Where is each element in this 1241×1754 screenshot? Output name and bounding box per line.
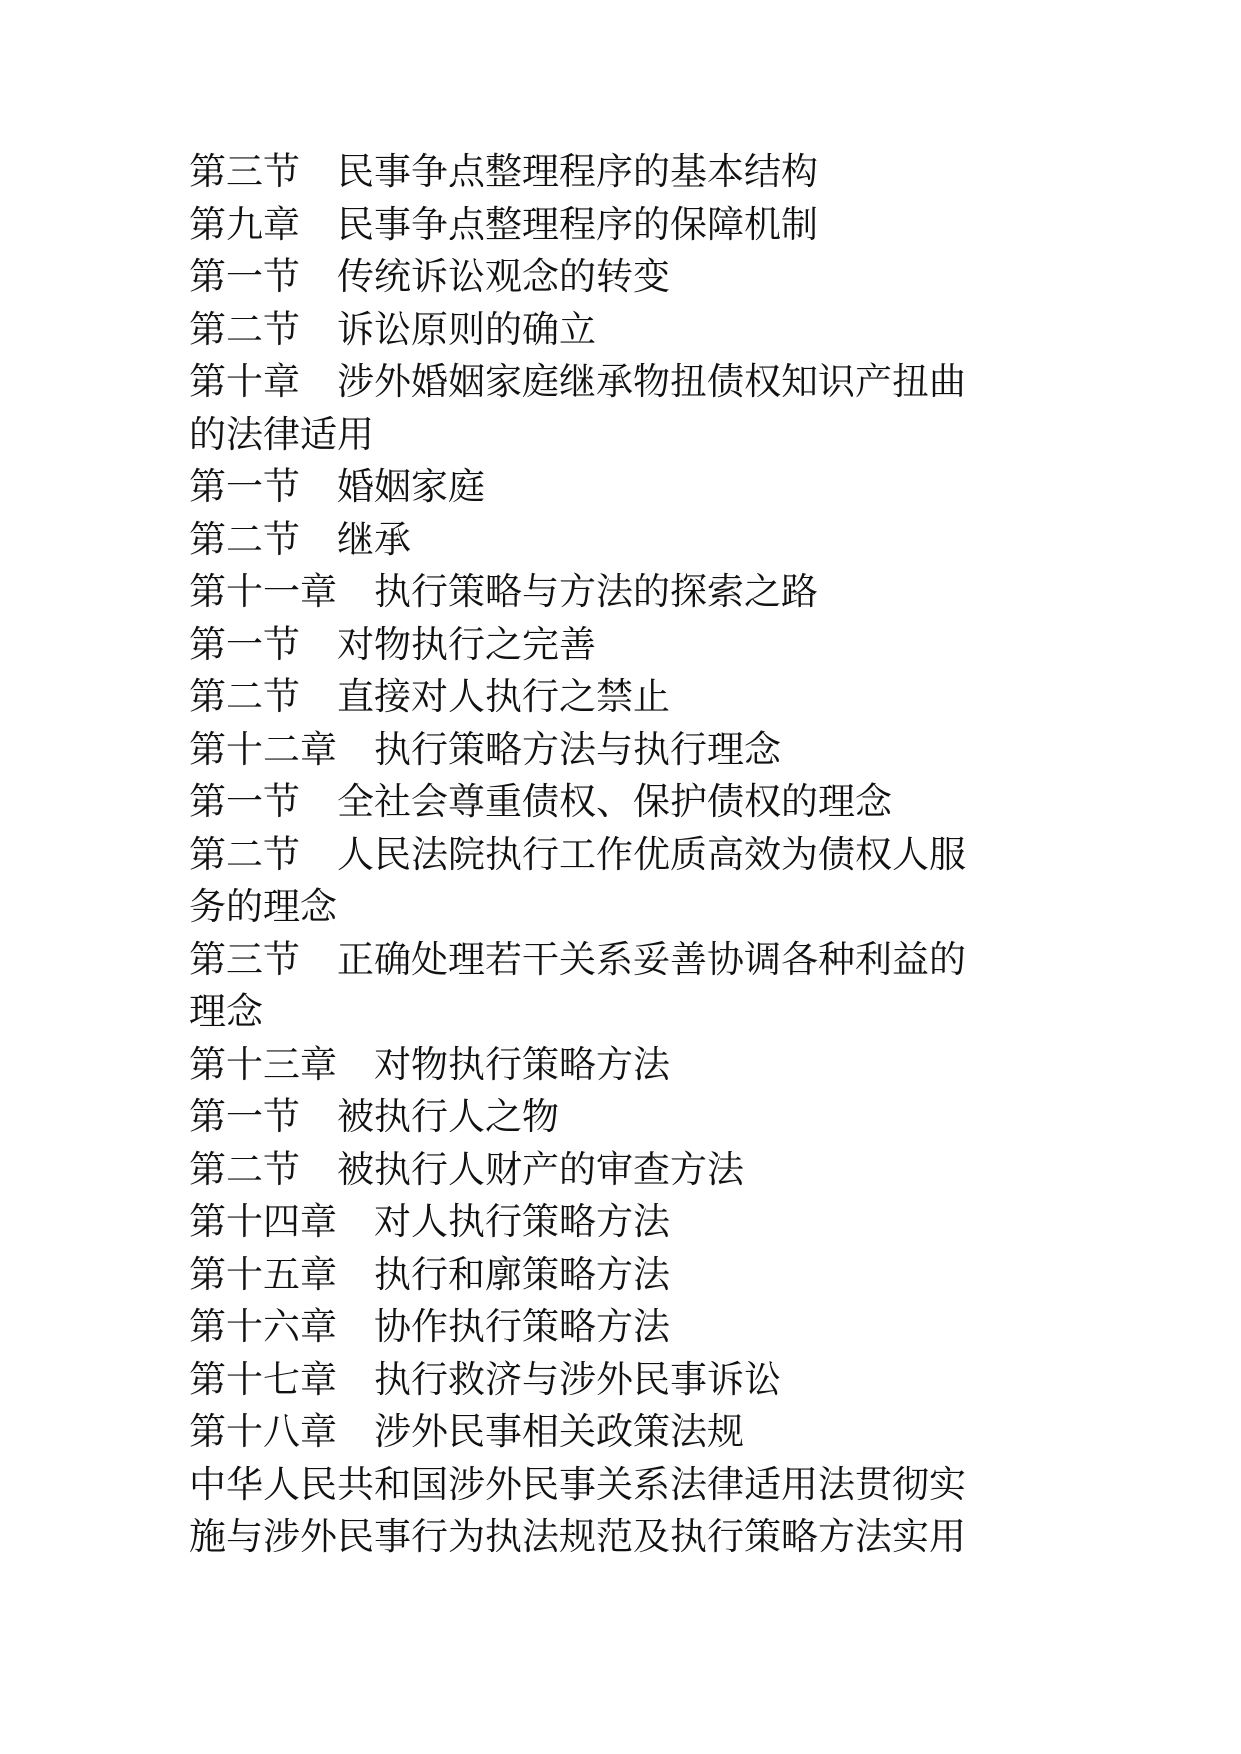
- toc-line: [189, 1249, 1059, 1302]
- toc-entry-title: 被执行人财产的审查方法: [337, 1147, 744, 1191]
- toc-line: [189, 356, 1059, 409]
- toc-entry-title: 婚姻家庭: [337, 465, 485, 508]
- toc-entry-title: 涉外婚姻家庭继承物扭债权知识产扭曲: [337, 360, 966, 403]
- toc-entry-number: 第十一章: [189, 570, 337, 613]
- toc-line: [189, 881, 1059, 934]
- toc-entry-number: 第二节: [189, 307, 300, 351]
- toc-entry-number: 第二节: [189, 675, 300, 718]
- toc-entry-number: 第一节: [189, 622, 300, 666]
- toc-line: [189, 199, 1059, 252]
- toc-line: [189, 1144, 1059, 1197]
- toc-entry-number: 第二节: [189, 517, 300, 561]
- toc-line: [189, 146, 1059, 199]
- toc-line: [189, 566, 1059, 619]
- toc-line: [189, 1459, 1059, 1512]
- toc-entry-title: 涉外民事相关政策法规: [374, 1410, 744, 1453]
- toc-entry-title: 施与涉外民事行为执法规范及执行策略方法实用: [189, 1515, 966, 1558]
- toc-line: [189, 514, 1059, 567]
- toc-entry-title: 民事争点整理程序的保障机制: [337, 202, 818, 246]
- toc-line: [189, 461, 1059, 514]
- toc-entry-title: 被执行人之物: [337, 1095, 559, 1138]
- toc-entry-title: 执行策略方法与执行理念: [374, 727, 781, 771]
- toc-entry-number: 第二节: [189, 832, 300, 876]
- toc-entry-title: 执行救济与涉外民事诉讼: [374, 1357, 781, 1401]
- toc-line: [189, 1406, 1059, 1459]
- toc-entry-number: 第三节: [189, 937, 300, 981]
- toc-entry-number: 第十八章: [189, 1410, 337, 1453]
- toc-entry-title: 继承: [337, 517, 411, 561]
- toc-line: [189, 619, 1059, 672]
- toc-entry-title: 中华人民共和国涉外民事关系法律适用法贯彻实: [189, 1462, 966, 1506]
- toc-line: [189, 1039, 1059, 1092]
- toc-line: [189, 304, 1059, 357]
- toc-entry-title: 执行和廓策略方法: [374, 1252, 670, 1296]
- toc-entry-number: 第三节: [189, 150, 300, 193]
- toc-entry-number: 第十二章: [189, 727, 337, 771]
- toc-line: [189, 1354, 1059, 1407]
- toc-entry-title: 直接对人执行之禁止: [337, 675, 670, 718]
- toc-entry-title: 协作执行策略方法: [374, 1305, 670, 1348]
- toc-entry-title: 人民法院执行工作优质高效为债权人服: [337, 832, 966, 876]
- toc-entry-title: 的法律适用: [189, 412, 374, 456]
- toc-entry-title: 对人执行策略方法: [374, 1200, 670, 1243]
- toc-entry-number: 第十三章: [189, 1042, 337, 1086]
- toc-entry-title: 正确处理若干关系妥善协调各种利益的: [337, 937, 966, 981]
- toc-entry-title: 务的理念: [189, 885, 337, 928]
- toc-line: [189, 409, 1059, 462]
- toc-line: [189, 251, 1059, 304]
- toc-entry-title: 诉讼原则的确立: [337, 307, 596, 351]
- toc-entry-number: 第一节: [189, 780, 300, 823]
- toc-entry-number: 第一节: [189, 255, 300, 298]
- toc-entry-number: 第十七章: [189, 1357, 337, 1401]
- toc-entry-title: 民事争点整理程序的基本结构: [337, 150, 818, 193]
- toc-line: [189, 776, 1059, 829]
- toc-line: [189, 829, 1059, 882]
- toc-entry-number: 第九章: [189, 202, 300, 246]
- toc-entry-title: 理念: [189, 990, 263, 1033]
- toc-entry-number: 第十章: [189, 360, 300, 403]
- toc-entry-title: 传统诉讼观念的转变: [337, 255, 670, 298]
- toc-line: [189, 1196, 1059, 1249]
- toc-line: [189, 1511, 1059, 1564]
- toc-entry-number: 第一节: [189, 1095, 300, 1138]
- toc-line: [189, 1301, 1059, 1354]
- toc-entry-title: 对物执行策略方法: [374, 1042, 670, 1086]
- toc-entry-number: 第一节: [189, 465, 300, 508]
- toc-line: [189, 986, 1059, 1039]
- toc-line: [189, 671, 1059, 724]
- toc-entry-number: 第二节: [189, 1147, 300, 1191]
- toc-entry-title: 对物执行之完善: [337, 622, 596, 666]
- toc-entry-title: 执行策略与方法的探索之路: [374, 570, 818, 613]
- toc-entry-title: 全社会尊重债权、保护债权的理念: [337, 780, 892, 823]
- toc-entry-number: 第十五章: [189, 1252, 337, 1296]
- toc-line: [189, 1091, 1059, 1144]
- toc-line: [189, 724, 1059, 777]
- toc-entry-number: 第十四章: [189, 1200, 337, 1243]
- toc-line: [189, 934, 1059, 987]
- toc-entry-number: 第十六章: [189, 1305, 337, 1348]
- table-of-contents: [189, 146, 1059, 1564]
